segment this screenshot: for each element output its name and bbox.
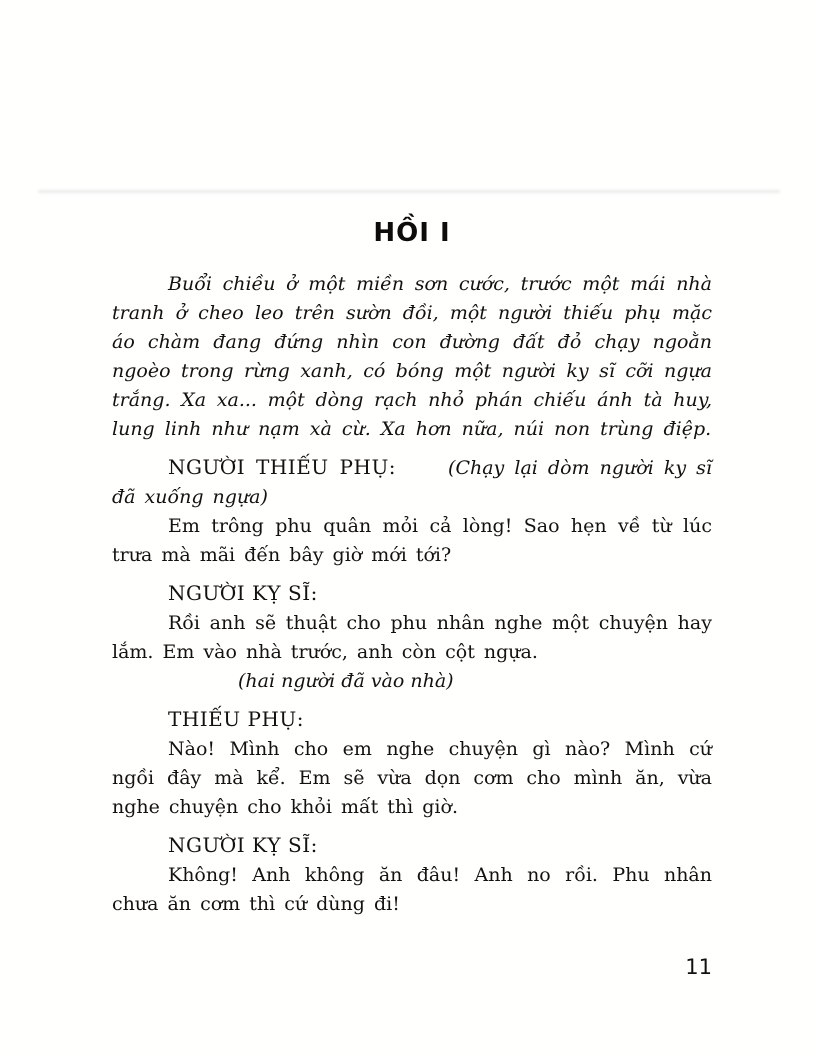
speaker-line [112,705,712,735]
dialogue-text: Nào! Mình cho em nghe chuyện gì nào? Mình cứ ngồi đây mà kể. Em sẽ vừa dọn cơm cho mình ăn, vừa nghe chuyện cho khỏi mất thì giờ. [112,738,712,818]
page-content [112,218,712,919]
act-title: HỒI I [373,218,451,248]
speaker-line [112,453,712,512]
dialogue-text: Rồi anh sẽ thuật cho phu nhân nghe một chuyện hay lắm. Em vào nhà trước, anh còn cột ngựa. [112,612,712,663]
dialogue-text: Không! Anh không ăn đâu! Anh no rồi. Phu nhân chưa ăn cơm thì cứ dùng đi! [112,864,712,915]
speaker-name: NGƯỜI KỴ SĨ: [168,833,318,857]
script-entry-1 [112,453,712,570]
scan-artifact-line [38,190,780,193]
stage-direction: (hai người đã vào nhà) [238,670,454,692]
dialogue-text: Em trông phu quân mỏi cả lòng! Sao hẹn về từ lúc trưa mà mãi đến bây giờ mới tới? [112,515,712,566]
speaker-line [112,831,712,861]
inline-stage-direction: (Chạy lại dòm người ky sĩ đã xuống ngựa) [112,457,712,508]
script-entry-2 [112,579,712,696]
script-entry-3 [112,705,712,822]
page-number: 11 [685,955,712,979]
speaker-name: THIẾU PHỤ: [168,707,304,731]
script-entry-4 [112,831,712,919]
opening-stage-direction: Buổi chiều ở một miền sơn cước, trước một mái nhà tranh ở cheo leo trên sườn đồi, một người thiếu phụ mặc áo chàm đang đứng nhìn con đường đất đỏ chạy ngoằn ngoèo trong rừng xanh, có bóng một người ky sĩ cỡi ngựa trắng. Xa xa... một dòng rạch nhỏ phán chiếu ánh tà huy, lung linh như nạm xà cừ. Xa hơn nữa, núi non trùng điệp. [112,273,712,440]
speaker-name: NGƯỜI KỴ SĨ: [168,581,318,605]
speaker-name: NGƯỜI THIẾU PHỤ: [168,455,397,479]
speaker-line [112,579,712,609]
